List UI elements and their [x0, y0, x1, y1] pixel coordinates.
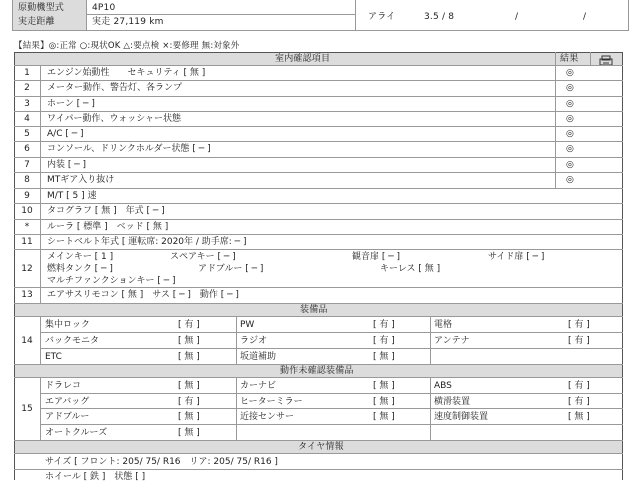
equip-status: [ 有 ]	[568, 320, 590, 330]
keyless: キーレス [ 無 ]	[380, 264, 441, 274]
row-number: 9	[24, 191, 30, 201]
seatbelt-row: シートベルト年式 [ 運転席: 2020年 / 助手席: ─ ]	[47, 237, 247, 247]
uncon-item: 速度制御装置	[434, 412, 489, 422]
dry-slash-2: /	[583, 12, 587, 22]
row-number: 11	[21, 237, 33, 247]
row-result: ◎	[566, 129, 574, 139]
row-result: ◎	[566, 83, 574, 93]
dry-value: 3.5 / 8	[424, 12, 455, 22]
tire-size: サイズ [ フロント: 205/ 75/ R16 リア: 205/ 75/ R16 ]	[45, 457, 278, 467]
uncon-status: [ 無 ]	[373, 381, 395, 391]
main-key: メインキー [ 1 ]	[47, 252, 114, 262]
fuel-tank: 燃料タンク [ ─ ]	[47, 264, 113, 274]
row-text: エンジン始動性 セキュリティ [ 無 ]	[47, 68, 206, 78]
uncon-status: [ 無 ]	[178, 412, 200, 422]
row-text: A/C [ ─ ]	[47, 129, 84, 139]
row-number: 5	[24, 129, 30, 139]
row-text: メーター動作、警告灯、各ランプ	[47, 83, 183, 93]
equip-item: ラジオ	[240, 336, 268, 346]
equip-item: ETC	[45, 352, 62, 362]
uncon-item: ABS	[434, 381, 452, 391]
adblue: アドブルー [ ─ ]	[198, 264, 264, 274]
equip-status: [ 有 ]	[373, 320, 395, 330]
row-number: 1	[24, 68, 30, 78]
uncon-status: [ 有 ]	[178, 397, 200, 407]
row-number: 8	[24, 175, 30, 185]
uncon-status: [ 有 ]	[568, 397, 590, 407]
section-unconfirmed-title: 動作未確認装備品	[280, 366, 354, 376]
equip-status: [ 有 ]	[568, 336, 590, 346]
uncon-status: [ 無 ]	[373, 397, 395, 407]
uncon-item: カーナビ	[240, 381, 277, 391]
uncon-status: [ 無 ]	[568, 412, 590, 422]
row-text: MTギア入り抜け	[47, 175, 115, 185]
row-result: ◎	[566, 99, 574, 109]
tire-wheel: ホイール [ 鉄 ] 状態 [ ]	[45, 472, 146, 482]
multi-function-key: マルチファンクションキー [ ─ ]	[47, 276, 176, 286]
row-number: 10	[21, 206, 33, 216]
row-number: 13	[21, 290, 33, 300]
row-number: 4	[24, 114, 30, 124]
mileage-label: 実走距離	[18, 17, 55, 27]
row-number: 14	[21, 336, 33, 346]
section-equipment-title: 装備品	[300, 305, 328, 315]
uncon-item: エアバッグ	[45, 397, 90, 407]
equip-item: 坂道補助	[240, 352, 277, 362]
row-result: ◎	[566, 160, 574, 170]
print-icon[interactable]	[598, 52, 614, 64]
air-suspension-row: エアサスリモコン [ 無 ] サス [ ─ ] 動作 [ ─ ]	[47, 290, 239, 300]
row-text: ワイパー動作、ウォッシャー状態	[47, 114, 182, 124]
row-text: コンソール、ドリンクホルダー状態 [ ─ ]	[47, 144, 211, 154]
row-text: ホーン [ ─ ]	[47, 99, 95, 109]
row-number: 12	[21, 264, 33, 274]
uncon-item: ヒーターミラー	[240, 397, 303, 407]
row-result: ◎	[566, 175, 574, 185]
row-result: ◎	[566, 144, 574, 154]
equip-status: [ 無 ]	[178, 352, 200, 362]
row-text: 内装 [ ─ ]	[47, 160, 87, 170]
uncon-item: アドブルー	[45, 412, 90, 422]
uncon-item: オートクルーズ	[45, 428, 108, 438]
equip-item: PW	[240, 320, 255, 330]
uncon-item: 横滑装置	[434, 397, 471, 407]
uncon-item: ドラレコ	[45, 381, 82, 391]
dry-label: アライ	[368, 12, 396, 22]
mileage-value: 実走 27,119 km	[92, 17, 164, 27]
row-number: 3	[24, 99, 30, 109]
result-column-header: 結果	[560, 54, 579, 64]
result-legend: 【結果】◎:正常 ○:現状OK △:要点検 ×:要修理 無:対象外	[14, 41, 240, 51]
engine-model-label: 原動機型式	[18, 3, 65, 13]
uncon-status: [ 無 ]	[373, 412, 395, 422]
uncon-status: [ 有 ]	[568, 381, 590, 391]
section-tire-title: タイヤ情報	[298, 442, 344, 452]
row-number: 2	[24, 83, 30, 93]
equip-status: [ 無 ]	[178, 336, 200, 346]
row-number: 6	[24, 144, 30, 154]
equip-status: [ 有 ]	[373, 336, 395, 346]
equip-item: 集中ロック	[45, 320, 90, 330]
section-interior-title: 室内確認項目	[275, 54, 331, 64]
side-door: サイド扉 [ ─ ]	[488, 252, 545, 262]
tachograph-row: タコグラフ [ 無 ] 年式 [ ─ ]	[47, 206, 165, 216]
equip-item: 電格	[434, 320, 453, 330]
rear-door: 観音扉 [ ─ ]	[352, 252, 401, 262]
spare-key: スペアキー [ ─ ]	[170, 252, 236, 262]
dry-slash-1: /	[515, 12, 519, 22]
uncon-item: 近接センサー	[240, 412, 295, 422]
transmission-row: M/T [ 5 ] 速	[47, 191, 97, 201]
equip-status: [ 無 ]	[373, 352, 395, 362]
equip-item: アンテナ	[434, 336, 470, 346]
row-number: 7	[24, 160, 30, 170]
row-result: ◎	[566, 114, 574, 124]
equip-item: バックモニタ	[45, 336, 100, 346]
row-number: 15	[21, 404, 33, 414]
roof-bed-row: ルーラ [ 標準 ] ベッド [ 無 ]	[47, 222, 169, 232]
engine-model-value: 4P10	[92, 3, 116, 13]
row-number: *	[24, 222, 30, 232]
uncon-status: [ 無 ]	[178, 381, 200, 391]
equip-status: [ 有 ]	[178, 320, 200, 330]
row-result: ◎	[566, 68, 574, 78]
uncon-status: [ 無 ]	[178, 428, 200, 438]
